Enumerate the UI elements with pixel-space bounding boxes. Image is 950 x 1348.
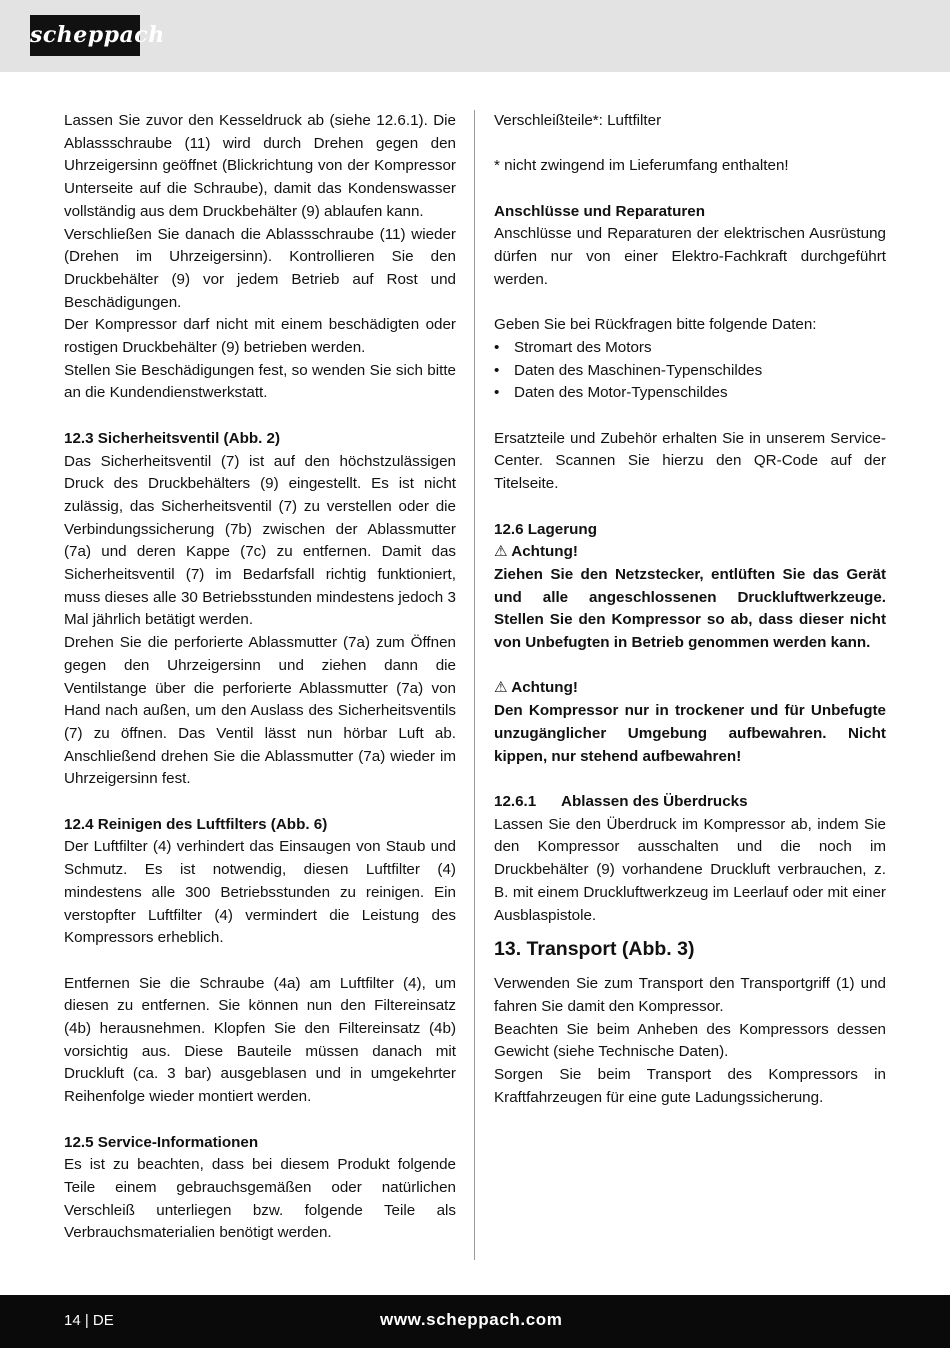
website-link[interactable]: www.scheppach.com <box>380 1310 563 1329</box>
column-divider <box>474 110 475 1260</box>
section-heading-12-5: 12.5 Service-Informationen <box>64 1133 259 1151</box>
list-item: • Daten des Motor-Typenschildes <box>494 382 886 405</box>
paragraph: Verwenden Sie zum Transport den Transportgriff (1) und fahren Sie damit den Kompressor. <box>494 975 886 1015</box>
page-number: 14 | DE <box>64 1312 114 1329</box>
paragraph: Verschließen Sie danach die Ablassschraube (11) wieder (Drehen im Uhrzeigersinn). Kontrollieren Sie den Druckbehälter (9) vor jedem Betrieb auf Rost und Beschädigungen. <box>64 225 456 311</box>
chapter-heading-13: 13. Transport (Abb. 3) <box>494 938 695 961</box>
paragraph: Stellen Sie Beschädigungen fest, so wenden Sie sich bitte an die Kundendienstwerkstatt. <box>64 361 456 402</box>
section-number: 12.6.1 <box>494 792 537 810</box>
warning-text: Den Kompressor nur in trockener und für Unbefugte unzugänglicher Umgebung aufbewahren. Nicht kippen, nur stehend aufbewahren! <box>494 702 886 765</box>
bullet-icon: • <box>494 338 500 356</box>
paragraph: Sorgen Sie beim Transport des Kompressors in Kraftfahrzeugen für eine gute Ladungssicherung. <box>494 1066 886 1106</box>
brand-logo: scheppach <box>30 15 140 56</box>
paragraph: Anschlüsse und Reparaturen der elektrischen Ausrüstung dürfen nur von einer Elektro-Fachkraft durchgeführt werden. <box>494 225 886 288</box>
paragraph: Lassen Sie den Überdruck im Kompressor ab, indem Sie den Kompressor ausschalten und die noch im Druckbehälter (9) vorhandene Druckluft verbrauchen, z. B. mit einem Druckluftwerkzeug im Leerlauf oder mit einer Ausblaspistole. <box>494 815 886 924</box>
paragraph: Beachten Sie beim Anheben des Kompressors dessen Gewicht (siehe Technische Daten). <box>494 1020 886 1061</box>
data-list <box>494 337 886 405</box>
paragraph: Es ist zu beachten, dass bei diesem Produkt folgende Teile einem gebrauchsgemäßen oder natürlichen Verschleiß unterliegen bzw. folgende Teile als Verbrauchsmaterialien benötigt werden. <box>64 1156 456 1242</box>
section-heading-12-6: 12.6 Lagerung <box>494 520 597 538</box>
header-band <box>0 0 950 72</box>
list-item: • Daten des Maschinen-Typenschildes <box>494 360 886 383</box>
footer-bar <box>0 1295 950 1348</box>
section-title: Ablassen des Überdrucks <box>561 792 748 810</box>
paragraph: Lassen Sie zuvor den Kesseldruck ab (siehe 12.6.1). Die Ablassschraube (11) wird durch Drehen gegen den Uhrzeigersinn geöffnet (Blickrichtung von der Kompressor Unterseite auf die Schraube), damit das Kondenswasser vollständig aus dem Druckbehälter (9) ablaufen kann. <box>64 112 456 220</box>
paragraph: Das Sicherheitsventil (7) ist auf den höchstzulässigen Druck des Druckbehälters (9) eingestellt. Es ist nicht zulässig, das Sicherheitsventil (7) zu verstellen oder die Verbindungssicherung (7b) zwischen der Ablassmutter (7a) und deren Kappe (7c) zu entfernen. Damit das Sicherheitsventil (7) im Bedarfsfall richtig funktioniert, muss dieses alle 30 Betriebsstunden mindestens jedoch 3 Mal jährlich betätigt werden. <box>64 452 456 629</box>
footnote: * nicht zwingend im Lieferumfang enthalten! <box>494 157 789 175</box>
paragraph: Ersatzteile und Zubehör erhalten Sie in unserem Service-Center. Scannen Sie hierzu den QR-Code auf der Titelseite. <box>494 429 886 493</box>
paragraph: Entfernen Sie die Schraube (4a) am Luftfilter (4), um diesen zu entfernen. Sie können nun den Filtereinsatz (4b) herausnehmen. Klopfen Sie den Filtereinsatz (4b) vorsichtig aus. Diese Bauteile müssen danach mit Druckluft (ca. 3 bar) ausgeblasen und in umgekehrter Reihenfolge wieder montiert werden. <box>64 974 456 1106</box>
left-column <box>64 110 456 1245</box>
list-item: • Stromart des Motors <box>494 337 886 360</box>
paragraph: Drehen Sie die perforierte Ablassmutter (7a) zum Öffnen gegen den Uhrzeigersinn und ziehen dann die Ventilstange über die perforierte Ablassmutter (7a) von Hand nach außen, um den Auslass des Sicherheitsventils (7) zu öffnen. Das Ventil lässt nun hörbar Luft ab. Anschließend drehen Sie die Ablassmutter (7a) wieder im Uhrzeigersinn fest. <box>64 634 456 788</box>
section-heading-anschluesse: Anschlüsse und Reparaturen <box>494 202 705 220</box>
warning-heading: ⚠ Achtung! <box>494 679 578 697</box>
paragraph: Der Luftfilter (4) verhindert das Einsaugen von Staub und Schmutz. Es ist notwendig, diesen Luftfilter (4) mindestens alle 300 Betriebsstunden zu reinigen. Ein verstopfter Luftfilter (4) vermindert die Leistung des Kompressors erheblich. <box>64 838 456 947</box>
bullet-icon: • <box>494 361 500 379</box>
paragraph: Geben Sie bei Rückfragen bitte folgende Daten: <box>494 316 817 334</box>
warning-text: Ziehen Sie den Netzstecker, entlüften Sie das Gerät und alle angeschlossenen Druckluftwerkzeuge. Stellen Sie den Kompressor so ab, dass dieser nicht von Unbefugten in Betrieb genommen werden kann. <box>494 565 886 652</box>
bullet-icon: • <box>494 384 500 402</box>
warning-heading: ⚠ Achtung! <box>494 543 578 561</box>
right-column <box>494 110 886 1109</box>
section-heading-12-6-1 <box>494 791 886 814</box>
paragraph: Verschleißteile*: Luftfilter <box>494 112 662 129</box>
paragraph: Der Kompressor darf nicht mit einem beschädigten oder rostigen Druckbehälter (9) betrieben werden. <box>64 316 456 357</box>
section-heading-12-4: 12.4 Reinigen des Luftfilters (Abb. 6) <box>64 815 328 833</box>
section-heading-12-3: 12.3 Sicherheitsventil (Abb. 2) <box>64 429 281 447</box>
